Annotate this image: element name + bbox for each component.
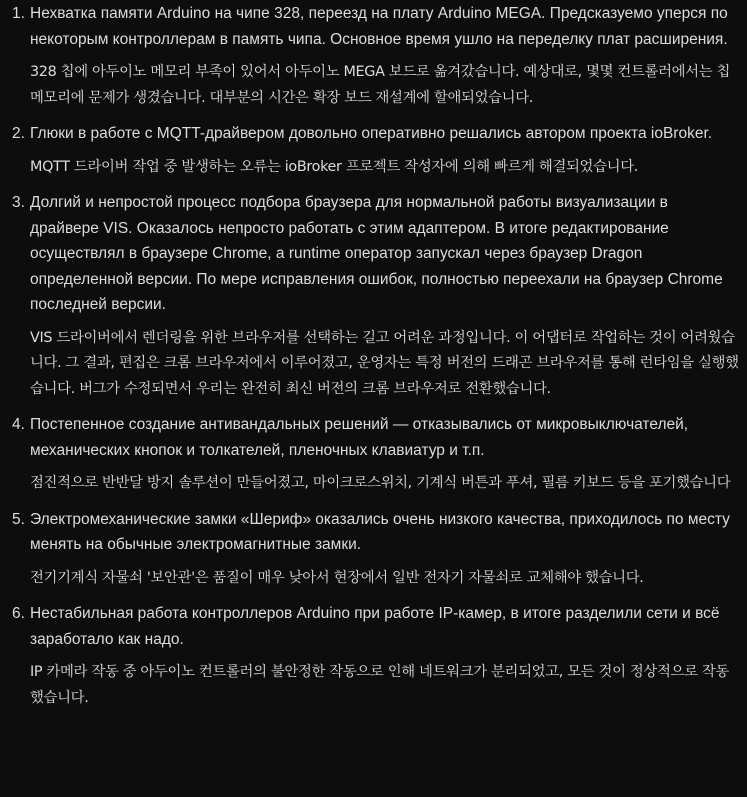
list-item — [12, 190, 741, 402]
item-number: 4. — [12, 416, 25, 433]
item-number: 1. — [12, 5, 25, 22]
list-item — [12, 412, 741, 497]
korean-paragraph: 전기기계식 자물쇠 '보안관'은 품질이 매우 낮아서 현장에서 일반 전자기 자물쇠로 교체해야 했습니다. — [30, 569, 644, 586]
korean-paragraph: MQTT 드라이버 작업 중 발생하는 오류는 ioBroker 프로젝트 작성자에 의해 빠르게 해결되었습니다. — [30, 158, 638, 175]
list-item — [12, 121, 741, 180]
item-number: 2. — [12, 125, 25, 142]
item-number: 6. — [12, 605, 25, 622]
item-number: 5. — [12, 510, 25, 528]
list-item — [12, 601, 741, 711]
item-number: 3. — [12, 194, 25, 211]
russian-paragraph: Нестабильная работа контроллеров Arduino при работе IP-камер, в итоге разделили сети и всё заработало как надо. — [30, 605, 720, 648]
numbered-list — [12, 1, 741, 711]
russian-paragraph: Долгий и непростой процесс подбора браузера для нормальной работы визуализации в драйвере VIS. Оказалось непросто работать с этим адаптером. В итоге редактирование осуществлял в браузере Chrome, а runtime оператор запускал через браузер Dragon определенной версии. По мере исправления ошибок, полностью переехали на браузер Chrome последней версии. — [30, 194, 723, 313]
korean-paragraph: 점진적으로 반반달 방지 솔루션이 만들어졌고, 마이크로스위치, 기계식 버튼과 푸셔, 필름 키보드 등을 포기했습니다 — [30, 475, 731, 491]
korean-paragraph: IP 카메라 작동 중 아두이노 컨트롤러의 불안정한 작동으로 인해 네트워크가 분리되었고, 모든 것이 정상적으로 작동했습니다. — [30, 664, 729, 706]
korean-paragraph: 328 칩에 아두이노 메모리 부족이 있어서 아두이노 MEGA 보드로 옮겨갔습니다. 예상대로, 몇몇 컨트롤러에서는 칩 메모리에 문제가 생겼습니다. 대부분의 시간은 확장 보드 재설계에 할애되었습니다. — [30, 64, 731, 106]
russian-paragraph: Глюки в работе с MQTT-драйвером довольно оперативно решались автором проекта ioBroker. — [30, 125, 713, 142]
list-item — [12, 507, 741, 592]
korean-paragraph: VIS 드라이버에서 렌더링을 위한 브라우저를 선택하는 길고 어려운 과정입니다. 이 어댑터로 작업하는 것이 어려웠습니다. 그 결과, 편집은 크롬 브라우저에서 이루어졌고, 운영자는 특정 버전의 드래곤 브라우저를 통해 런타임을 실행했습니다. 버그가 수정되면서 우리는 완전히 최신 버전의 크롬 브라우저로 전환했습니다. — [30, 329, 739, 397]
russian-paragraph: Электромеханические замки «Шериф» оказались очень низкого качества, приходилось по месту менять на обычные электромагнитные замки. — [30, 510, 730, 553]
russian-paragraph: Постепенное создание антивандальных решений — отказывались от микровыключателей, механических кнопок и толкателей, пленочных клавиатур и т.п. — [30, 416, 689, 459]
list-item — [12, 1, 741, 111]
russian-paragraph: Нехватка памяти Arduino на чипе 328, переезд на плату Arduino MEGA. Предсказуемо уперся по некоторым контроллерам в память чипа. Основное время ушло на переделку плат расширения. — [30, 5, 728, 48]
